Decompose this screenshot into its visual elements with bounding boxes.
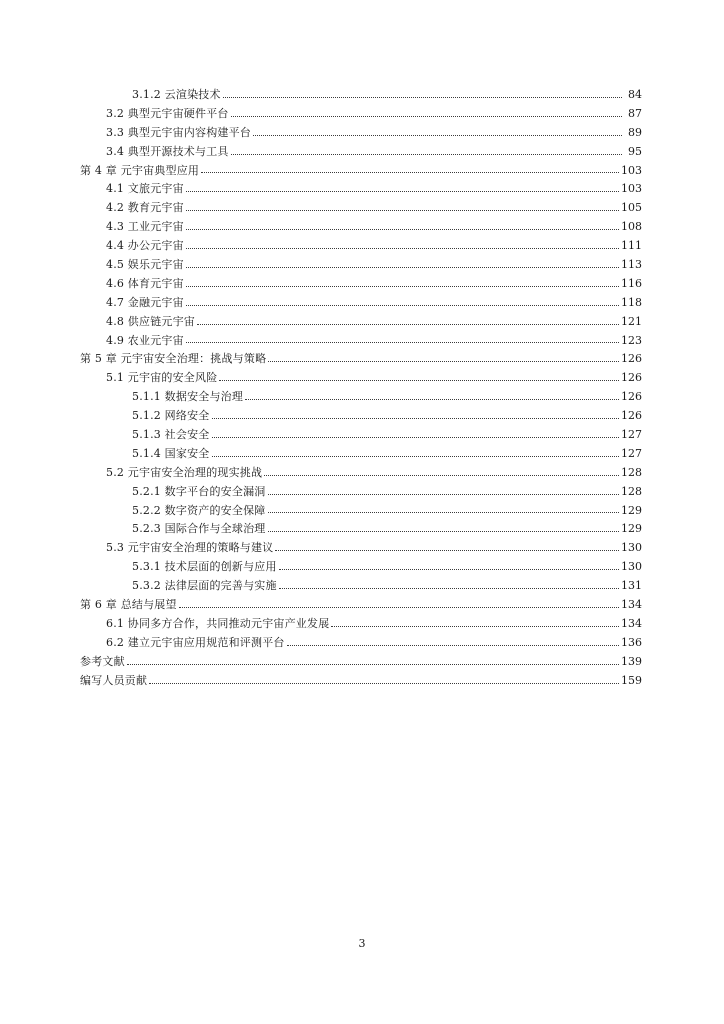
toc-entry[interactable] [80, 275, 642, 294]
toc-dot-leader [279, 568, 619, 570]
toc-entry[interactable] [80, 350, 642, 369]
toc-dot-leader [186, 228, 619, 230]
toc-entry-title: 4.5 娱乐元宇宙 [106, 258, 184, 272]
toc-entry-page: 84 [628, 88, 642, 101]
toc-entry-title: 6.2 建立元宇宙应用规范和评测平台 [106, 635, 285, 649]
toc-dot-leader [268, 530, 620, 532]
toc-entry-page: 136 [621, 635, 642, 649]
toc-entry-page: 111 [621, 239, 642, 253]
toc-entry[interactable] [80, 218, 642, 237]
toc-dot-leader [186, 341, 619, 343]
toc-dot-leader [245, 398, 619, 400]
toc-entry[interactable] [80, 256, 642, 275]
toc-entry[interactable] [80, 407, 642, 426]
toc-dot-leader [268, 360, 619, 362]
toc-entry-page: 126 [621, 371, 642, 385]
toc-entry[interactable] [80, 124, 642, 143]
toc-entry-title: 4.3 工业元宇宙 [106, 220, 184, 234]
toc-entry[interactable] [80, 634, 642, 653]
toc-entry-title: 3.1.2 云渲染技术 [132, 88, 221, 101]
toc-dot-leader [212, 455, 620, 457]
toc-dot-leader [212, 417, 620, 419]
toc-entry-page: 139 [621, 654, 642, 668]
toc-dot-leader [268, 511, 620, 513]
toc-entry[interactable] [80, 105, 642, 124]
toc-entry-title: 4.8 供应链元宇宙 [106, 314, 195, 328]
toc-entry-title: 5.1.2 网络安全 [132, 409, 210, 423]
toc-entry-page: 131 [621, 579, 642, 593]
toc-dot-leader [231, 115, 622, 117]
toc-entry[interactable] [80, 180, 642, 199]
toc-entry[interactable] [80, 369, 642, 388]
toc-entry[interactable] [80, 615, 642, 634]
toc-entry-page: 130 [621, 560, 642, 574]
toc-entry-page: 113 [621, 258, 642, 272]
toc-entry[interactable] [80, 388, 642, 407]
toc-entry-page: 103 [621, 182, 642, 196]
toc-entry-page: 128 [621, 484, 642, 498]
toc-entry[interactable] [80, 86, 642, 105]
toc-entry-page: 121 [621, 314, 642, 328]
toc-entry-page: 123 [621, 333, 642, 347]
toc-entry[interactable] [80, 313, 642, 332]
toc-entry-page: 126 [621, 409, 642, 423]
toc-dot-leader [287, 644, 619, 646]
toc-entry-page: 87 [628, 106, 642, 120]
toc-dot-leader [197, 323, 619, 325]
toc-entry[interactable] [80, 426, 642, 445]
toc-entry-title: 5.1.1 数据安全与治理 [132, 390, 244, 404]
toc-entry-page: 129 [621, 522, 642, 536]
toc-entry[interactable] [80, 596, 642, 615]
toc-entry[interactable] [80, 653, 642, 672]
toc-entry[interactable] [80, 577, 642, 596]
toc-entry-page: 134 [621, 616, 642, 630]
toc-entry-page: 89 [628, 125, 642, 139]
toc-entry-title: 第 6 章 总结与展望 [80, 598, 177, 612]
toc-dot-leader [279, 587, 619, 589]
toc-entry-title: 4.7 金融元宇宙 [106, 295, 184, 309]
toc-dot-leader [275, 549, 619, 551]
toc-entry-page: 129 [621, 503, 642, 517]
toc-entry-title: 5.2.1 数字平台的安全漏洞 [132, 484, 266, 498]
toc-dot-leader [264, 474, 619, 476]
toc-entry-title: 5.3 元宇宙安全治理的策略与建议 [106, 541, 274, 555]
toc-entry-title: 5.3.1 技术层面的创新与应用 [132, 560, 277, 574]
toc-dot-leader [219, 379, 619, 381]
toc-entry-title: 5.1 元宇宙的安全风险 [106, 371, 218, 385]
toc-entry[interactable] [80, 199, 642, 218]
toc-entry[interactable] [80, 558, 642, 577]
toc-entry-title: 4.2 教育元宇宙 [106, 201, 184, 215]
toc-dot-leader [186, 285, 619, 287]
toc-entry-title: 4.6 体育元宇宙 [106, 276, 184, 290]
toc-dot-leader [186, 304, 619, 306]
toc-entry-title: 5.2.2 数字资产的安全保障 [132, 503, 266, 517]
toc-entry-page: 108 [621, 220, 642, 234]
toc-entry-page: 103 [621, 163, 642, 177]
toc-entry-title: 5.2.3 国际合作与全球治理 [132, 522, 266, 536]
toc-entry-title: 参考文献 [80, 654, 125, 668]
toc-entry[interactable] [80, 502, 642, 521]
toc-entry-page: 116 [621, 276, 642, 290]
toc-entry-page: 127 [621, 446, 642, 460]
toc-dot-leader [127, 663, 619, 665]
toc-dot-leader [186, 247, 619, 249]
toc-entry-page: 127 [621, 428, 642, 442]
toc-entry-page: 130 [621, 541, 642, 555]
toc-dot-leader [253, 134, 622, 136]
toc-dot-leader [186, 190, 619, 192]
toc-dot-leader [201, 171, 619, 173]
toc-entry[interactable] [80, 332, 642, 351]
toc-entry-title: 3.3 典型元宇宙内容构建平台 [106, 125, 251, 139]
toc-entry-title: 第 5 章 元宇宙安全治理：挑战与策略 [80, 352, 267, 366]
toc-dot-leader [149, 682, 619, 684]
toc-entry[interactable] [80, 237, 642, 256]
toc-entry-page: 118 [621, 295, 642, 309]
toc-entry-title: 4.9 农业元宇宙 [106, 333, 184, 347]
toc-entry-title: 第 4 章 元宇宙典型应用 [80, 163, 200, 177]
toc-entry-page: 105 [621, 201, 642, 215]
toc-entry-page: 126 [621, 352, 642, 366]
toc-entry-page: 95 [628, 144, 642, 158]
toc-entry-title: 5.3.2 法律层面的完善与实施 [132, 579, 277, 593]
toc-entry-title: 5.1.4 国家安全 [132, 446, 210, 460]
toc-entry-page: 134 [621, 598, 642, 612]
toc-dot-leader [186, 209, 619, 211]
toc-entry-page: 128 [621, 465, 642, 479]
page-number: 3 [358, 937, 366, 950]
toc-entry[interactable] [80, 539, 642, 558]
toc-entry-page: 159 [621, 673, 642, 687]
toc-dot-leader [331, 625, 619, 627]
toc-entry-title: 编写人员贡献 [80, 673, 148, 687]
toc-entry[interactable] [80, 143, 642, 162]
toc-dot-leader [212, 436, 620, 438]
toc-entry-page: 126 [621, 390, 642, 404]
toc-entry[interactable] [80, 464, 642, 483]
toc-dot-leader [268, 493, 620, 495]
toc-entry[interactable] [80, 520, 642, 539]
toc-entry-title: 6.1 协同多方合作，共同推动元宇宙产业发展 [106, 616, 330, 630]
toc-entry-title: 5.2 元宇宙安全治理的现实挑战 [106, 465, 263, 479]
toc-entry[interactable] [80, 445, 642, 464]
toc-entry-title: 5.1.3 社会安全 [132, 428, 210, 442]
toc-entry[interactable] [80, 294, 642, 313]
toc-entry-title: 4.1 文旅元宇宙 [106, 182, 184, 196]
toc-dot-leader [231, 153, 622, 155]
toc-dot-leader [223, 96, 622, 98]
toc-entry[interactable] [80, 483, 642, 502]
toc-entry-title: 3.2 典型元宇宙硬件平台 [106, 106, 229, 120]
toc-dot-leader [179, 606, 619, 608]
toc-entry[interactable] [80, 672, 642, 691]
toc-entry-title: 4.4 办公元宇宙 [106, 239, 184, 253]
toc-dot-leader [186, 266, 619, 268]
table-of-contents [80, 86, 642, 691]
toc-entry[interactable] [80, 162, 642, 181]
toc-entry-title: 3.4 典型开源技术与工具 [106, 144, 229, 158]
